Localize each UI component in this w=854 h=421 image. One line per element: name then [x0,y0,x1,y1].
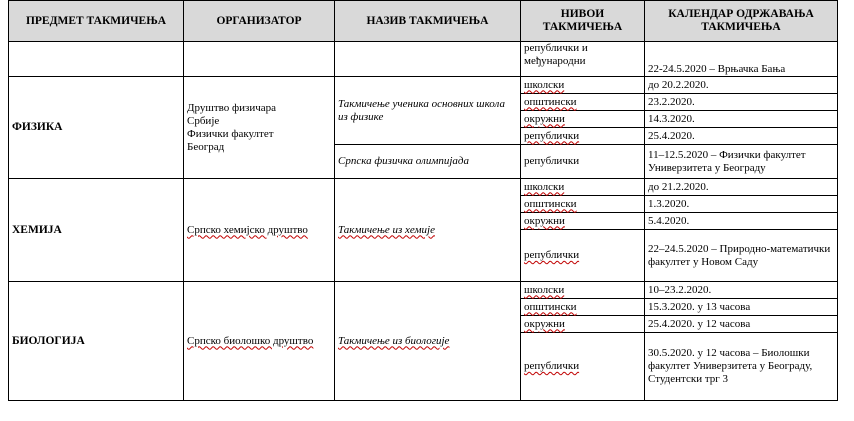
table-row [9,282,838,299]
level-cell: општински [521,299,645,316]
competition-physics-olympiad: Српска физичка олимпијада [335,145,521,179]
competition-calendar [8,0,838,401]
date-cell: 23.2.2020. [645,94,838,111]
level-cell: републички [521,333,645,401]
level-cell: републички [521,128,645,145]
header-levels: НИВОИ ТАКМИЧЕЊА [521,1,645,42]
organizer-chemistry: Српско хемијско друштво [184,179,335,282]
competition-chemistry: Такмичење из хемије [335,179,521,282]
level-cell: окружни [521,213,645,230]
header-calendar: КАЛЕНДАР ОДРЖАВАЊА ТАКМИЧЕЊА [645,1,838,42]
date-cell: 25.4.2020. [645,128,838,145]
date-cell: 22-24.5.2020 – Врњачка Бања [645,42,838,77]
level-cell: републички [521,145,645,179]
organizer-line: Србије [187,114,220,127]
subject-chemistry: ХЕМИЈА [9,179,184,282]
date-cell: 11–12.5.2020 – Физички факултет Универзитета у Београду [645,145,838,179]
date-cell: 5.4.2020. [645,213,838,230]
organizer-line: Физички факултет [187,127,274,140]
level-cell: општински [521,94,645,111]
empty-cell [335,42,521,77]
date-cell: 15.3.2020. у 13 часова [645,299,838,316]
date-cell: 30.5.2020. у 12 часова – Биолошки факултет Универзитета у Београду, Студентски трг 3 [645,333,838,401]
date-cell: 22–24.5.2020 – Природно-математички факултет у Новом Саду [645,230,838,282]
level-cell: школски [521,77,645,94]
date-cell: до 21.2.2020. [645,179,838,196]
level-cell: окружни [521,316,645,333]
organizer-line: Друштво физичара [187,101,277,114]
level-cell: републички [521,230,645,282]
organizer-physics [184,77,335,179]
intro-row [9,42,838,77]
date-cell: до 20.2.2020. [645,77,838,94]
level-cell: републички и међународни [521,42,645,77]
level-cell: школски [521,179,645,196]
empty-cell [184,42,335,77]
organizer-line: Београд [187,140,225,153]
organizer-biology: Српско биолошко друштво [184,282,335,401]
header-organizer: ОРГАНИЗАТОР [184,1,335,42]
table-row [9,179,838,196]
level-cell: општински [521,196,645,213]
subject-biology: БИОЛОГИЈА [9,282,184,401]
level-cell: окружни [521,111,645,128]
date-cell: 10–23.2.2020. [645,282,838,299]
subject-physics: ФИЗИКА [9,77,184,179]
header-subject: ПРЕДМЕТ ТАКМИЧЕЊА [9,1,184,42]
competition-table [8,0,838,401]
empty-cell [9,42,184,77]
competition-physics-elementary: Такмичење ученика основних школа из физике [335,77,521,145]
date-cell: 14.3.2020. [645,111,838,128]
competition-biology: Такмичење из биологије [335,282,521,401]
table-row [9,77,838,94]
date-cell: 1.3.2020. [645,196,838,213]
level-cell: школски [521,282,645,299]
date-cell: 25.4.2020. у 12 часова [645,316,838,333]
header-row [9,1,838,42]
header-competition-name: НАЗИВ ТАКМИЧЕЊА [335,1,521,42]
